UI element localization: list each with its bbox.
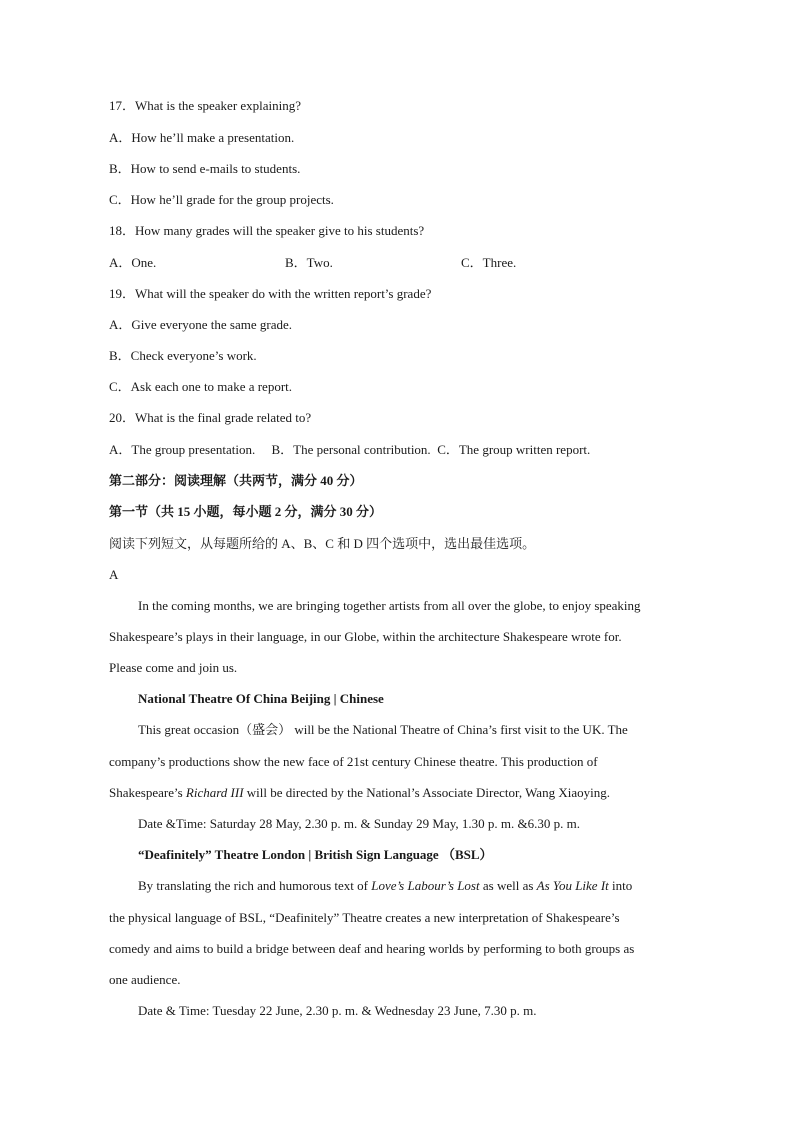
item2-line-1-post: into — [608, 878, 633, 893]
item1-date: Date &Time: Saturday 28 May, 2.30 p. m. & Sunday 29 May, 1.30 p. m. &6.30 p. m. — [138, 816, 580, 831]
q20-option-a: A．The group presentation. — [109, 442, 256, 457]
q20-options — [109, 442, 590, 458]
q20-stem: 20．What is the final grade related to? — [109, 410, 312, 425]
item2-line-1-pre: By translating the rich and humorous text of — [138, 878, 372, 893]
item2-line-4: one audience. — [109, 972, 181, 987]
item1-line-3-post: will be directed by the National’s Associate Director, Wang Xiaoying. — [243, 785, 610, 800]
item1-line-3 — [109, 785, 610, 801]
item2-line-1 — [138, 878, 632, 894]
q18-option-c: C．Three. — [461, 255, 517, 270]
q17-stem: 17．What is the speaker explaining? — [109, 98, 302, 113]
item1-line-1: This great occasion（盛会） will be the National Theatre of China’s first visit to the UK. The — [138, 722, 628, 737]
intro-line-1: In the coming months, we are bringing together artists from all over the globe, to enjoy speaking — [138, 598, 641, 613]
item2-heading: “Deafinitely” Theatre London | British Sign Language （BSL） — [138, 847, 493, 862]
q17-option-b: B．How to send e-mails to students. — [109, 161, 301, 176]
item2-line-2: the physical language of BSL, “Deafinitely” Theatre creates a new interpretation of Shakespeare’s — [109, 910, 620, 925]
item1-heading: National Theatre Of China Beijing | Chinese — [138, 691, 384, 706]
item2-line-3: comedy and aims to build a bridge between deaf and hearing worlds by performing to both groups as — [109, 941, 635, 956]
q18-option-a: A．One. — [109, 255, 157, 270]
instruction: 阅读下列短文，从每题所给的 A、B、C 和 D 四个选项中，选出最佳选项。 — [109, 536, 536, 551]
q19-option-b: B．Check everyone’s work. — [109, 348, 257, 363]
part-heading: 第二部分：阅读理解（共两节，满分 40 分） — [109, 473, 363, 488]
q20-option-c: C．The group written report. — [437, 442, 591, 457]
q20-option-b: B．The personal contribution. — [271, 442, 431, 457]
passage-label: A — [109, 567, 119, 582]
item1-title: Richard III — [185, 785, 244, 800]
q17-option-c: C．How he’ll grade for the group projects. — [109, 192, 334, 207]
item1-line-3-pre: Shakespeare’s — [109, 785, 186, 800]
item2-title-2: As You Like It — [536, 878, 609, 893]
q17-option-a: A．How he’ll make a presentation. — [109, 130, 295, 145]
item2-line-1-mid: as well as — [479, 878, 537, 893]
q18-stem: 18．How many grades will the speaker give to his students? — [109, 223, 425, 238]
q19-stem: 19．What will the speaker do with the written report’s grade? — [109, 286, 432, 301]
intro-line-2: Shakespeare’s plays in their language, in our Globe, within the architecture Shakespeare wrote for. — [109, 629, 622, 644]
q19-option-c: C．Ask each one to make a report. — [109, 379, 293, 394]
sub-heading: 第一节（共 15 小题，每小题 2 分，满分 30 分） — [109, 504, 383, 519]
intro-line-3: Please come and join us. — [109, 660, 238, 675]
q19-option-a: A．Give everyone the same grade. — [109, 317, 293, 332]
q18-options — [109, 255, 709, 271]
item1-line-2: company’s productions show the new face of 21st century Chinese theatre. This production of — [109, 754, 598, 769]
q18-option-b: B．Two. — [285, 255, 333, 270]
item2-title-1: Love’s Labour’s Lost — [371, 878, 480, 893]
item2-date: Date & Time: Tuesday 22 June, 2.30 p. m. & Wednesday 23 June, 7.30 p. m. — [138, 1003, 537, 1018]
